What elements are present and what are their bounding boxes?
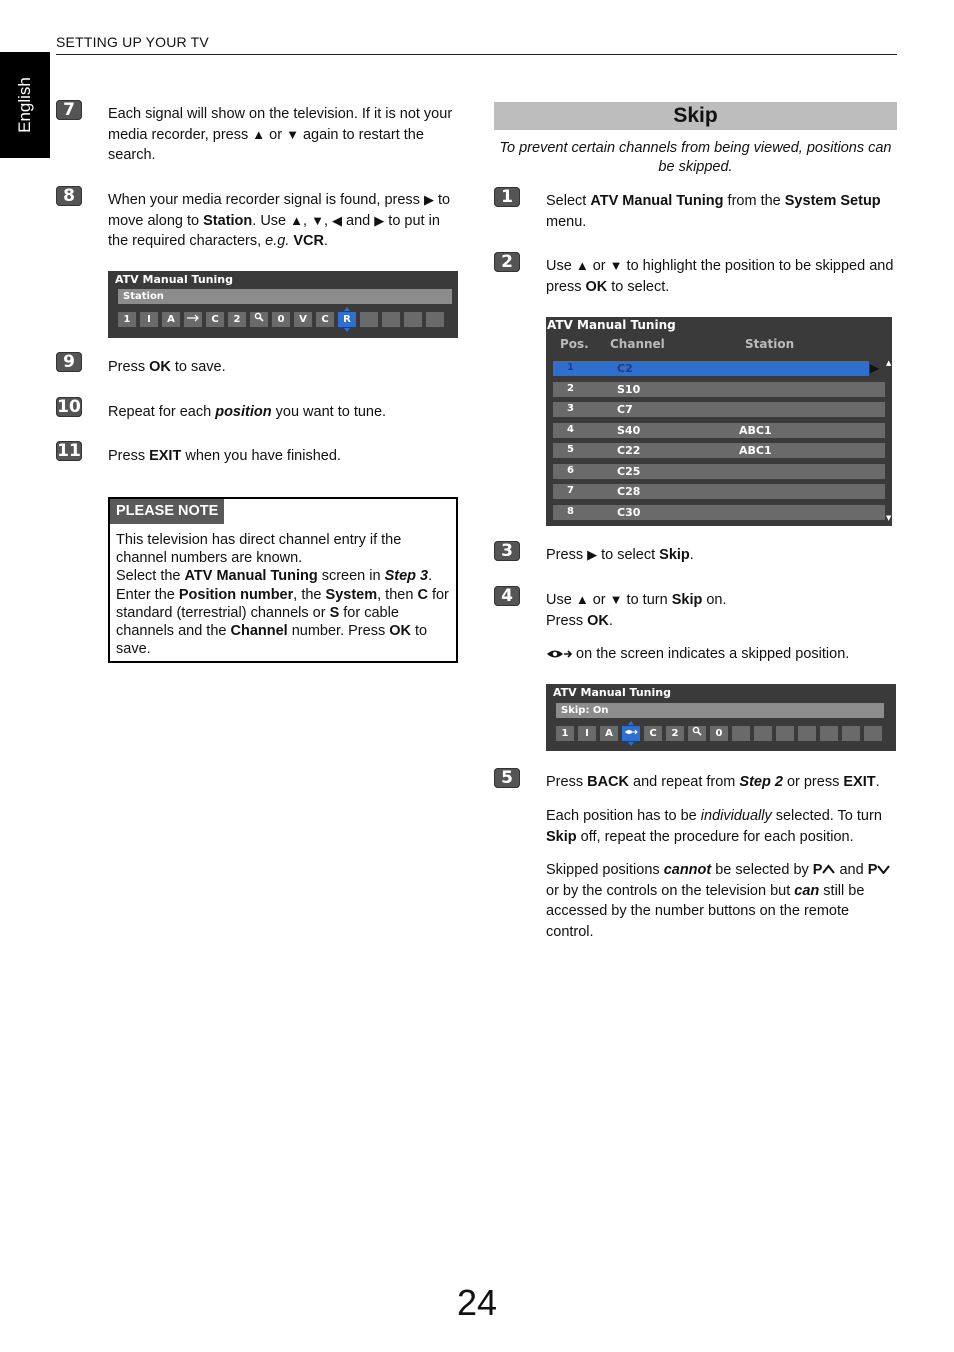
search-icon <box>250 312 268 327</box>
step-10-text: Repeat for each position you want to tune. <box>108 404 387 420</box>
char-cell <box>776 726 794 741</box>
skip-step-badge-4: 4 <box>494 586 520 606</box>
osd-tuning-table <box>546 317 892 526</box>
table-row[interactable] <box>553 464 885 479</box>
char-cell: 0 <box>710 726 728 741</box>
language-tab-label: English <box>15 77 34 133</box>
cell-pos: 5 <box>567 444 574 455</box>
cell-pos: 4 <box>567 423 574 435</box>
search-icon <box>688 726 706 741</box>
step-badge-11: 11 <box>57 441 81 461</box>
cell-station: ABC1 <box>739 444 772 457</box>
char-cell <box>360 312 378 327</box>
skip-step-4-text: Use ▲ or ▼ to turn Skip on. Press OK. <box>546 592 727 629</box>
char-cell: 1 <box>556 726 574 741</box>
table-row[interactable] <box>553 402 885 417</box>
step-badge-8: 8 <box>56 186 82 206</box>
section-title: Skip <box>494 102 897 130</box>
skip-icon <box>622 726 640 741</box>
skip-indicator-text: on the screen indicates a skipped position. <box>546 644 896 665</box>
osd-field-bar: Station <box>118 289 452 304</box>
please-note-box <box>108 497 458 663</box>
table-title: ATV Manual Tuning <box>547 318 676 332</box>
cell-channel: S40 <box>617 423 641 437</box>
col-header-channel: Channel <box>610 337 665 351</box>
cell-pos: 2 <box>567 382 574 394</box>
col-header-station: Station <box>745 337 795 351</box>
step-7-text: Each signal will show on the television. If it is not your media recorder, press ▲ or ▼ again to restart the search. <box>108 106 453 163</box>
cell-channel: C2 <box>617 362 633 375</box>
cell-channel: C7 <box>617 403 633 416</box>
osd2-title: ATV Manual Tuning <box>553 686 671 699</box>
cell-channel: C25 <box>617 464 641 478</box>
char-cell <box>864 726 882 741</box>
header-divider <box>56 54 897 55</box>
cell-channel: C28 <box>617 485 641 498</box>
cell-pos: 6 <box>567 464 574 476</box>
caret-up-icon <box>822 864 835 874</box>
char-cell <box>820 726 838 741</box>
table-row[interactable] <box>553 443 885 458</box>
skip-step-badge-1: 1 <box>494 187 520 207</box>
skip-step-5-text: Press BACK and repeat from Step 2 or press EXIT. <box>546 774 880 790</box>
step-9-text: Press OK to save. <box>108 359 226 375</box>
please-note-body: This television has direct channel entry if the channel numbers are known. Select the ATV Manual Tuning screen in Step 3. Enter the Position number, the System, then C for standard (terrestrial) channels or S for cable channels and the Channel number. Press OK to save. <box>116 532 449 658</box>
char-cell <box>754 726 772 741</box>
char-cell <box>732 726 750 741</box>
scroll-up-icon[interactable]: ▲ <box>886 359 892 367</box>
cell-channel: C22 <box>617 444 641 457</box>
skip-step-badge-2: 2 <box>494 252 520 272</box>
scroll-down-icon[interactable]: ▼ <box>886 514 892 522</box>
caret-down-icon <box>877 864 890 874</box>
char-cell: R <box>338 312 356 327</box>
char-cell: 2 <box>228 312 246 327</box>
table-row[interactable] <box>553 505 885 520</box>
section-intro: To prevent certain channels from being viewed, positions can be skipped. <box>499 140 892 175</box>
osd2-field-bar: Skip: On <box>556 703 884 718</box>
char-cell: A <box>162 312 180 327</box>
step-8-text: When your media recorder signal is found, press ▶ to move along to Station. Use ▲, ▼, ◀ and ▶ to put in the required characters, e.g. VCR. <box>108 192 451 249</box>
cell-pos: 8 <box>567 505 574 517</box>
skip-step-badge-3: 3 <box>494 541 520 561</box>
osd-char-cells <box>118 312 444 327</box>
char-cell: V <box>294 312 312 327</box>
skip-icon <box>546 648 572 660</box>
char-cell: C <box>206 312 224 327</box>
col-header-pos: Pos. <box>560 337 589 351</box>
skip-access-note: Skipped positions cannot be selected by P and P or by the controls on the television but can still be accessed by the number buttons on the remote control. <box>546 860 896 942</box>
skip-step-badge-5: 5 <box>494 768 520 788</box>
table-row[interactable] <box>553 382 885 397</box>
table-row[interactable] <box>553 361 869 376</box>
skip-step-3-text: Press ▶ to select Skip. <box>546 547 694 563</box>
step-11-text: Press EXIT when you have finished. <box>108 448 341 464</box>
char-cell <box>798 726 816 741</box>
osd-title: ATV Manual Tuning <box>115 273 233 286</box>
char-cell <box>426 312 444 327</box>
cell-pos: 7 <box>567 485 574 496</box>
char-cell <box>842 726 860 741</box>
cell-station: ABC1 <box>739 423 772 437</box>
cell-channel: C30 <box>617 505 641 519</box>
cell-pos: 3 <box>567 403 574 414</box>
step-badge-9: 9 <box>56 352 82 372</box>
table-row[interactable] <box>553 423 885 438</box>
arrow-icon <box>184 312 202 327</box>
row-arrow-icon: ▶ <box>870 361 880 375</box>
char-cell: A <box>600 726 618 741</box>
char-cell <box>382 312 400 327</box>
char-cell: 2 <box>666 726 684 741</box>
language-tab <box>0 52 50 158</box>
osd2-char-cells <box>556 726 882 741</box>
skip-step-2-text: Use ▲ or ▼ to highlight the position to be skipped and press OK to select. <box>546 258 894 295</box>
osd-station-screen <box>108 271 458 338</box>
please-note-heading: PLEASE NOTE <box>110 499 224 524</box>
step-badge-7: 7 <box>56 100 82 120</box>
char-cell: 1 <box>118 312 136 327</box>
char-cell: C <box>644 726 662 741</box>
char-cell: C <box>316 312 334 327</box>
char-cell <box>404 312 422 327</box>
table-row[interactable] <box>553 484 885 499</box>
cell-channel: S10 <box>617 382 641 396</box>
page-number: 24 <box>456 1282 498 1323</box>
char-cell: I <box>140 312 158 327</box>
char-cell: I <box>578 726 596 741</box>
section-header: SETTING UP YOUR TV <box>56 34 209 50</box>
skip-individual-note: Each position has to be individually selected. To turn Skip off, repeat the procedure for each position. <box>546 808 882 845</box>
char-cell: 0 <box>272 312 290 327</box>
skip-step-1-text: Select ATV Manual Tuning from the System Setup menu. <box>546 193 881 230</box>
cell-pos: 1 <box>567 362 574 373</box>
step-badge-10: 10 <box>57 397 81 417</box>
osd-skip-screen <box>546 684 896 751</box>
